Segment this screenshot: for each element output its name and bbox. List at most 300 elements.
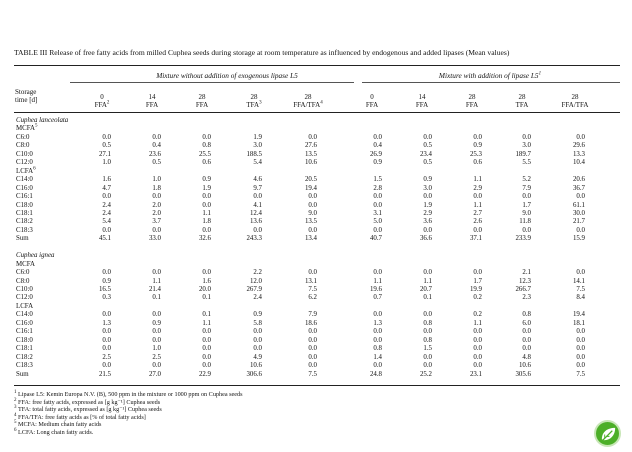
table-cell: 0.0	[473, 193, 482, 201]
table-cell: 0.8	[522, 311, 531, 319]
table-cell: 4.6	[253, 176, 262, 184]
table-row	[14, 311, 620, 320]
table-cell: 1.6	[202, 277, 211, 285]
table-cell: 0.9	[102, 277, 111, 285]
table-cell: 32.6	[198, 235, 211, 243]
table-cell: 1.8	[152, 184, 161, 192]
table-cell: 0.0	[202, 201, 211, 209]
table-cell: 10.6	[518, 362, 531, 370]
row-label: C18:1	[16, 345, 33, 353]
table-cell: 2.8	[373, 184, 382, 192]
table-cell: 0.0	[423, 226, 432, 234]
table-cell: 21.7	[572, 218, 585, 226]
table-cell: 6.2	[308, 294, 317, 302]
table-cell: 0.0	[373, 362, 382, 370]
table-cell: 0.0	[202, 133, 211, 141]
table-cell: 37.1	[469, 235, 482, 243]
table-cell: 24.8	[369, 370, 382, 378]
table-cell: 2.5	[152, 353, 161, 361]
table-cell: 0.0	[473, 328, 482, 336]
table-cell: 1.9	[253, 133, 262, 141]
column-header: 28 FFA	[195, 93, 209, 110]
table-cell: 0.0	[423, 269, 432, 277]
column-header: 28 TFA$^3$	[246, 93, 262, 110]
table-cell: 19.6	[369, 286, 382, 293]
table-cell: 0.9	[152, 319, 161, 327]
table-row	[14, 218, 620, 227]
table-cell: 0.0	[576, 345, 585, 353]
table-cell: 188.5	[246, 150, 262, 158]
table-cell: 0.1	[202, 311, 211, 319]
table-cell: 0.0	[473, 269, 482, 277]
table-cell: 20.7	[419, 286, 432, 293]
table-cell: 2.9	[473, 184, 482, 192]
table-cell: 5.5	[522, 159, 531, 167]
column-header: 0 FFA	[365, 93, 379, 110]
table-cell: 0.0	[522, 193, 531, 201]
table-cell: 0.0	[576, 133, 585, 141]
column-header: 28 FFA/TFA$^4$	[293, 93, 323, 110]
row-label: C10:0	[16, 286, 33, 293]
row-label: C18:0	[16, 336, 33, 344]
table-cell: 36.7	[572, 184, 585, 192]
table-row	[14, 328, 620, 337]
row-label: C16:0	[16, 184, 33, 192]
leaf-logo-icon	[594, 420, 621, 447]
table-cell: 15.9	[572, 235, 585, 243]
row-label: C18:1	[16, 209, 33, 217]
table-cell: 0.0	[522, 345, 531, 353]
table-cell: 1.9	[202, 184, 211, 192]
column-header: 14 FFA	[415, 93, 429, 110]
table-cell: 0.9	[473, 142, 482, 150]
table-cell: 0.0	[102, 133, 111, 141]
table-cell: 13.4	[304, 235, 317, 243]
table-cell: 0.0	[373, 226, 382, 234]
table-cell: 0.0	[373, 336, 382, 344]
table-cell: 10.6	[304, 159, 317, 167]
table-cell: 9.0	[308, 209, 317, 217]
table-cell: 9.7	[253, 184, 262, 192]
table-cell: 0.0	[576, 353, 585, 361]
table-cell: 0.0	[522, 226, 531, 234]
table-cell: 243.3	[246, 235, 262, 243]
table-cell: 0.0	[576, 226, 585, 234]
table-cell: 1.1	[202, 209, 211, 217]
table-row	[14, 269, 620, 278]
table-cell: 1.1	[473, 176, 482, 184]
table-cell: 0.0	[152, 133, 161, 141]
table-row	[14, 142, 620, 151]
table-cell: 0.0	[308, 328, 317, 336]
table-cell: 267.9	[246, 286, 262, 293]
table-row	[14, 362, 620, 371]
table-cell: 0.0	[308, 133, 317, 141]
table-cell: 22.9	[198, 370, 211, 378]
table-cell: 36.6	[419, 235, 432, 243]
table-cell: 0.0	[473, 353, 482, 361]
table-row	[14, 286, 620, 295]
table-cell: 0.0	[253, 193, 262, 201]
row-label: C12:0	[16, 294, 33, 302]
table-cell: 0.0	[102, 336, 111, 344]
row-label: C12:0	[16, 159, 33, 167]
table-cell: 0.0	[308, 269, 317, 277]
table-cell: 1.0	[152, 345, 161, 353]
table-cell: 0.0	[522, 328, 531, 336]
table-cell: 0.2	[473, 311, 482, 319]
table-cell: 0.0	[152, 269, 161, 277]
table-cell: 0.0	[102, 328, 111, 336]
table-cell: 0.0	[373, 133, 382, 141]
table-cell: 0.2	[473, 294, 482, 302]
table-cell: 2.9	[423, 209, 432, 217]
row-label: C10:0	[16, 150, 33, 158]
table-row	[14, 185, 620, 194]
table-cell: 27.0	[148, 370, 161, 378]
table-cell: 1.1	[473, 319, 482, 327]
table-cell: 0.0	[102, 193, 111, 201]
table-cell: 2.4	[253, 294, 262, 302]
table-cell: 0.0	[308, 345, 317, 353]
table-cell: 4.9	[253, 353, 262, 361]
table-cell: 30.0	[572, 209, 585, 217]
table-cell: 19.4	[572, 311, 585, 319]
table-cell: 0.0	[423, 328, 432, 336]
column-header: 14 FFA	[145, 93, 159, 110]
table-cell: 3.0	[253, 142, 262, 150]
table-cell: 18.1	[572, 319, 585, 327]
table-cell: 2.1	[522, 269, 531, 277]
table-cell: 1.0	[152, 176, 161, 184]
table-cell: 12.4	[249, 209, 262, 217]
table-cell: 1.6	[102, 176, 111, 184]
row-label: C6:0	[16, 133, 30, 141]
table-row	[14, 371, 620, 380]
table-cell: 13.3	[572, 150, 585, 158]
table-cell: 0.0	[308, 362, 317, 370]
table-cell: 6.0	[522, 319, 531, 327]
table-row	[14, 125, 620, 134]
row-label: LCFA$^6$	[16, 166, 36, 175]
table-cell: 1.0	[102, 159, 111, 167]
table-cell: 0.0	[102, 362, 111, 370]
table-cell: 4.7	[102, 184, 111, 192]
table-row	[14, 345, 620, 354]
row-label: Sum	[16, 370, 29, 378]
table-cell: 26.9	[369, 150, 382, 158]
table-cell: 0.3	[102, 294, 111, 302]
row-label: C8:0	[16, 277, 30, 285]
table-cell: 1.1	[473, 201, 482, 209]
table-cell: 33.0	[148, 235, 161, 243]
table-cell: 0.9	[202, 176, 211, 184]
table-cell: 4.8	[522, 353, 531, 361]
table-cell: 10.4	[572, 159, 585, 167]
table-cell: 1.3	[102, 319, 111, 327]
table-cell: 13.1	[304, 277, 317, 285]
table-cell: 1.3	[373, 319, 382, 327]
table-cell: 3.0	[423, 184, 432, 192]
footnote: $^5$ MCFA: Medium chain fatty acids	[14, 420, 102, 429]
table-cell: 0.9	[423, 176, 432, 184]
table-cell: 25.5	[198, 150, 211, 158]
table-cell: 10.6	[249, 362, 262, 370]
table-cell: 0.0	[202, 226, 211, 234]
footnote: $^6$ LCFA: Long chain fatty acids.	[14, 427, 94, 436]
table-cell: 0.0	[202, 193, 211, 201]
row-label: C16:1	[16, 193, 33, 201]
table-cell: 1.5	[373, 176, 382, 184]
row-label: Sum	[16, 235, 29, 243]
row-label: C14:0	[16, 176, 33, 184]
table-cell: 18.6	[304, 319, 317, 327]
table-cell: 233.9	[515, 235, 531, 243]
table-row	[14, 202, 620, 211]
table-cell: 16.5	[98, 286, 111, 293]
column-header: 28 TFA	[515, 93, 529, 110]
table-row	[14, 193, 620, 202]
row-label: MCFA$^5$	[16, 124, 38, 133]
table-cell: 7.5	[308, 370, 317, 378]
table-cell: 0.0	[202, 269, 211, 277]
column-header: 0 FFA$^2$	[94, 93, 110, 110]
footnote: $^3$ TFA: total fatty acids, expressed as [g kg⁻¹] Cuphea seeds	[14, 405, 162, 414]
table-title: TABLE III Release of free fatty acids from milled Cuphea seeds during storage at room temperature as influenced by endogenous and added lipases (Mean values)	[14, 48, 510, 57]
table-cell: 0.5	[423, 159, 432, 167]
table-cell: 13.6	[249, 218, 262, 226]
table-cell: 0.9	[373, 159, 382, 167]
table-cell: 25.2	[419, 370, 432, 378]
table-cell: 0.0	[152, 311, 161, 319]
table-cell: 27.1	[98, 150, 111, 158]
table-cell: 8.4	[576, 294, 585, 302]
table-cell: 0.0	[473, 345, 482, 353]
table-cell: 3.7	[152, 218, 161, 226]
table-cell: 20.5	[304, 176, 317, 184]
table-cell: 23.1	[469, 370, 482, 378]
footnote: $^4$ FFA/TFA: free fatty acids as [% of total fatty acids]	[14, 412, 146, 421]
table-cell: 3.6	[423, 218, 432, 226]
table-row	[14, 235, 620, 244]
table-cell: 0.0	[253, 226, 262, 234]
table-cell: 11.8	[519, 218, 531, 226]
table-cell: 0.0	[253, 328, 262, 336]
table-cell: 0.0	[473, 226, 482, 234]
table-cell: 0.7	[373, 294, 382, 302]
table-cell: 0.0	[152, 193, 161, 201]
table-cell: 7.5	[308, 286, 317, 293]
row-label: MCFA	[16, 260, 36, 268]
table-cell: 0.0	[202, 353, 211, 361]
table-row	[14, 278, 620, 287]
table-cell: 19.9	[469, 286, 482, 293]
table-cell: 0.0	[576, 328, 585, 336]
table-row	[14, 337, 620, 346]
header-rule	[14, 112, 620, 113]
table-row	[14, 252, 620, 261]
table-cell: 1.7	[473, 277, 482, 285]
row-label: Cuphea lanceolata	[16, 117, 69, 124]
table-cell: 3.0	[522, 142, 531, 150]
table-cell: 0.0	[522, 336, 531, 344]
table-cell: 0.0	[522, 133, 531, 141]
table-cell: 1.1	[373, 277, 382, 285]
table-cell: 9.0	[522, 209, 531, 217]
table-cell: 0.8	[373, 345, 382, 353]
table-cell: 0.0	[102, 311, 111, 319]
table-row	[14, 227, 620, 236]
table-cell: 306.6	[246, 370, 262, 378]
row-label: C18:3	[16, 362, 33, 370]
table-row	[14, 320, 620, 329]
column-header: 28 FFA	[465, 93, 479, 110]
table-cell: 305.6	[515, 370, 531, 378]
table-cell: 2.3	[522, 294, 531, 302]
top-rule	[14, 65, 620, 66]
table-cell: 0.1	[152, 294, 161, 302]
table-cell: 0.0	[423, 193, 432, 201]
table-cell: 20.6	[572, 176, 585, 184]
table-cell: 4.1	[253, 201, 262, 209]
table-cell: 0.0	[423, 311, 432, 319]
table-cell: 0.1	[423, 294, 432, 302]
row-label: C18:0	[16, 201, 33, 209]
table-cell: 1.8	[202, 218, 211, 226]
table-cell: 2.4	[102, 201, 111, 209]
row-label: LCFA	[16, 302, 34, 310]
table-cell: 0.0	[102, 226, 111, 234]
table-row	[14, 261, 620, 270]
table-cell: 0.0	[473, 133, 482, 141]
table-cell: 0.1	[202, 294, 211, 302]
table-cell: 0.0	[308, 201, 317, 209]
row-label: C18:3	[16, 226, 33, 234]
table-cell: 5.4	[102, 218, 111, 226]
table-cell: 0.0	[373, 201, 382, 209]
table-cell: 0.8	[202, 142, 211, 150]
table-cell: 5.8	[253, 319, 262, 327]
table-cell: 19.4	[304, 184, 317, 192]
table-row	[14, 117, 620, 126]
table-cell: 0.4	[373, 142, 382, 150]
table-row	[14, 244, 620, 253]
table-row	[14, 354, 620, 363]
footnote: $^1$ Lipase L5: Kemin Europa N.V. (B), 500 ppm in the mixture or 1000 ppm on Cuphea seeds	[14, 389, 243, 398]
table-cell: 0.0	[576, 362, 585, 370]
table-cell: 0.0	[152, 362, 161, 370]
table-cell: 7.9	[522, 184, 531, 192]
table-cell: 5.4	[253, 159, 262, 167]
table-cell: 0.0	[202, 336, 211, 344]
table-cell: 0.0	[373, 193, 382, 201]
table-cell: 0.0	[152, 226, 161, 234]
table-cell: 12.0	[249, 277, 262, 285]
table-cell: 13.5	[304, 218, 317, 226]
table-cell: 1.1	[152, 277, 161, 285]
table-cell: 0.0	[423, 362, 432, 370]
table-cell: 21.5	[98, 370, 111, 378]
table-cell: 21.4	[148, 286, 161, 293]
table-cell: 0.0	[473, 362, 482, 370]
table-cell: 1.1	[202, 319, 211, 327]
footnote: $^2$ FFA: free fatty acids, expressed as [g kg⁻¹] Cuphea seeds	[14, 397, 161, 406]
table-cell: 1.1	[423, 277, 432, 285]
table-row	[14, 159, 620, 168]
table-row	[14, 294, 620, 303]
table-cell: 2.4	[102, 209, 111, 217]
table-cell: 13.5	[304, 150, 317, 158]
table-cell: 0.4	[152, 142, 161, 150]
table-cell: 23.6	[148, 150, 161, 158]
table-cell: 0.0	[423, 133, 432, 141]
table-cell: 2.6	[473, 218, 482, 226]
table-cell: 45.1	[98, 235, 111, 243]
table-cell: 0.0	[576, 269, 585, 277]
table-row	[14, 210, 620, 219]
row-label: C16:1	[16, 328, 33, 336]
table-cell: 7.5	[576, 370, 585, 378]
table-cell: 0.0	[423, 353, 432, 361]
row-label: C8:0	[16, 142, 30, 150]
table-cell: 2.0	[152, 209, 161, 217]
table-cell: 189.7	[515, 150, 531, 158]
table-cell: 0.5	[102, 142, 111, 150]
table-cell: 0.0	[202, 362, 211, 370]
table-cell: 0.5	[423, 142, 432, 150]
table-cell: 0.0	[473, 336, 482, 344]
table-cell: 0.0	[152, 336, 161, 344]
table-cell: 29.6	[572, 142, 585, 150]
group-header-with-lipase: Mixture with addition of lipase $L5^1$	[438, 71, 542, 80]
table-cell: 1.7	[522, 201, 531, 209]
table-row	[14, 134, 620, 143]
table-row	[14, 151, 620, 160]
row-label: C6:0	[16, 269, 30, 277]
table-cell: 0.0	[102, 345, 111, 353]
table-cell: 2.0	[152, 201, 161, 209]
group-underline-with	[362, 82, 620, 83]
storage-time-header: Storage time [d]	[15, 88, 38, 105]
table-cell: 5.2	[522, 176, 531, 184]
table-cell: 2.7	[473, 209, 482, 217]
table-cell: 0.8	[423, 336, 432, 344]
table-cell: 61.1	[572, 201, 585, 209]
table-cell: 0.0	[308, 226, 317, 234]
table-cell: 0.0	[373, 311, 382, 319]
table-cell: 2.5	[102, 353, 111, 361]
table-cell: 0.5	[152, 159, 161, 167]
row-label: C14:0	[16, 311, 33, 319]
table-cell: 2.2	[253, 269, 262, 277]
row-label: C16:0	[16, 319, 33, 327]
table-cell: 0.0	[308, 353, 317, 361]
table-row	[14, 168, 620, 177]
row-label: C18:2	[16, 353, 33, 361]
table-cell: 0.0	[253, 336, 262, 344]
table-cell: 0.0	[202, 345, 211, 353]
table-cell: 1.9	[423, 201, 432, 209]
table-cell: 1.5	[423, 345, 432, 353]
group-underline-without	[70, 82, 354, 83]
table-cell: 0.0	[373, 328, 382, 336]
table-cell: 27.6	[304, 142, 317, 150]
table-cell: 0.0	[152, 328, 161, 336]
bottom-rule	[14, 385, 620, 386]
table-cell: 7.9	[308, 311, 317, 319]
table-cell: 0.9	[253, 311, 262, 319]
table-row	[14, 303, 620, 312]
